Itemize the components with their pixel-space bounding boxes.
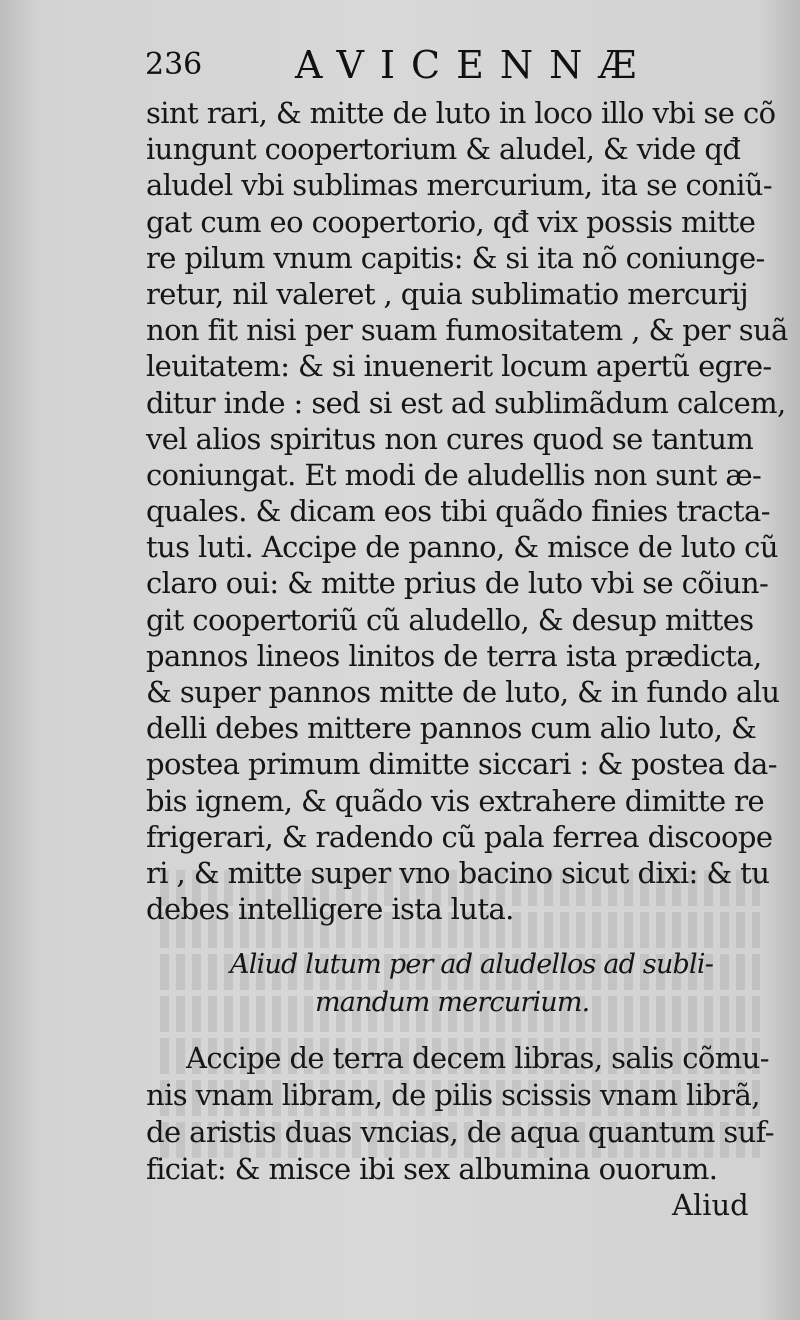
page-number: 236 <box>145 47 203 82</box>
body-line: frigerari, & radendo cũ pala ferrea discoope <box>146 819 773 854</box>
body-line: ditur inde : sed si est ad sublimãdum calcem, <box>146 385 786 420</box>
recipe-paragraph <box>146 1040 774 1188</box>
body-line: quales. & dicam eos tibi quãdo finies tracta- <box>146 494 770 529</box>
body-text <box>146 95 788 927</box>
body-line: gat cum eo coopertorio, qđ vix possis mitte <box>146 204 756 239</box>
body-line: iungunt coopertorium & aludel, & vide qđ <box>146 132 741 167</box>
body-line: delli debes mittere pannos cum alio luto, & <box>146 711 757 746</box>
body-line: coniungat. Et modi de aludellis non sunt æ- <box>146 457 762 492</box>
body-line: pannos lineos linitos de terra ista prædicta, <box>146 638 762 673</box>
body-line: ri , & mitte super vno bacino sicut dixi: & tu <box>146 855 770 890</box>
recipe-line: Accipe de terra decem libras, salis cõmu- <box>186 1041 769 1075</box>
body-line: & super pannos mitte de luto, & in fundo alu <box>146 675 780 709</box>
body-line: claro oui: & mitte prius de luto vbi se cõiun- <box>146 566 769 601</box>
recipe-line: nis vnam libram, de pilis scissis vnam librã, <box>146 1078 760 1112</box>
body-line: leuitatem: & si inuenerit locum apertũ egre- <box>146 349 772 384</box>
page-header <box>145 40 665 90</box>
recipe-line: ficiat: & misce ibi sex albumina ouorum. <box>146 1152 718 1186</box>
body-line: tus luti. Accipe de panno, & misce de luto cũ <box>146 530 778 565</box>
running-title: AVICENNÆ <box>295 43 653 87</box>
recipe-line: de aristis duas vncias, de aqua quantum suf- <box>146 1115 774 1149</box>
section-heading <box>230 946 750 1022</box>
body-line: retur, nil valeret , quia sublimatio mercurij <box>146 276 749 311</box>
body-line: re pilum vnum capitis: & si ita nõ coniunge- <box>146 240 765 275</box>
body-line: aludel vbi sublimas mercurium, ita se coniũ- <box>146 168 773 203</box>
body-line: sint rari, & mitte de luto in loco illo vbi se cõ <box>146 96 776 130</box>
section-heading-line: mandum mercurium. <box>315 987 590 1018</box>
body-line: git coopertoriũ cũ aludello, & desup mittes <box>146 602 754 637</box>
body-line: vel alios spiritus non cures quod se tantum <box>146 421 754 456</box>
body-line: bis ignem, & quãdo vis extrahere dimitte re <box>146 783 765 818</box>
body-line: non fit nisi per suam fumositatem , & per suã <box>146 313 788 348</box>
body-line: postea primum dimitte siccari : & postea da- <box>146 747 777 782</box>
catchword: Aliud <box>672 1188 749 1222</box>
body-line: debes intelligere ista luta. <box>146 892 514 927</box>
section-heading-line: Aliud lutum per ad aludellos ad subli- <box>230 949 714 980</box>
